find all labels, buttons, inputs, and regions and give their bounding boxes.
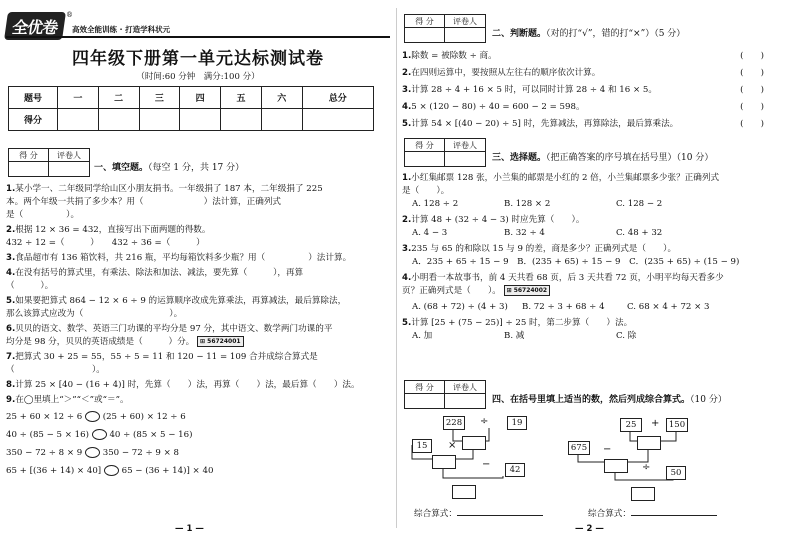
option-b[interactable]: B. 128 × 2 [504,199,551,209]
grader-label: 评卷人 [445,139,485,152]
section3-note: （把正确答案的序号填在括号里）（10 分） [546,153,714,163]
score-header-cell: 总分 [302,87,373,109]
minus-operator: − [482,459,491,470]
section2-note: （对的打“√”，错的打“×”）（5 分） [546,29,686,39]
question-text: 那么该算式应改为（ ）。 [6,309,183,319]
grader-score-label: 得 分 [405,15,445,28]
question-text: 除数 = 被除数 ÷ 商。 [411,51,497,61]
minus-operator: − [603,444,612,455]
question-text: （ ）。 [6,365,105,375]
answer-parens[interactable]: ( ) [740,85,764,95]
answer-parens[interactable]: ( ) [740,68,764,78]
question-text: 计算 48 + (32 ÷ 4 − 3) 时应先算（ ）。 [411,215,585,225]
question-number: 1. [6,184,16,194]
number-box-150: 150 [666,418,688,432]
option-b[interactable]: B. 32 ÷ 4 [504,228,545,238]
answer-parens[interactable]: ( ) [740,119,764,129]
blank-box[interactable] [432,455,456,469]
number-box-675: 675 [568,441,590,455]
number-box-25: 25 [620,418,642,432]
question-text: 如果要把算式 864 − 12 × 6 ÷ 9 的运算顺序改成先算乘法，再算减法，最后算除法， [15,296,347,306]
blank-box[interactable] [462,436,486,450]
question-code-tag: ⊞ 56724002 [504,285,551,296]
section1-title: 一、填空题。 [94,163,149,173]
number-box-19: 19 [507,416,527,430]
score-header-cell: 五 [221,87,262,109]
answer-parens[interactable]: ( ) [740,51,764,61]
question-number: 9. [6,395,16,405]
compare-right: 40 ÷ (85 × 5 − 16) [109,430,193,440]
formula-line-right [588,508,717,521]
formula-line-left [414,508,543,521]
blank-box[interactable] [604,459,628,473]
page-number-1: — 1 — [175,524,204,534]
question-text: （ ）。 [6,281,54,291]
question-text: 是（ ）。 [6,210,80,220]
question-text: 计算 [25 + (75 − 25)] ÷ 25 时，第二步算（ ）法。 [411,318,633,328]
question-text: 页？正确列式是（ ）。 [402,286,501,296]
grader-label: 评卷人 [445,381,485,394]
section2-title: 二、判断题。 [492,29,547,39]
question-code: 56724002 [513,287,548,294]
section3-title: 三、选择题。 [492,153,547,163]
question-number: 3. [402,85,412,95]
option-c[interactable]: C. 128 − 2 [616,199,663,209]
compare-left: 65 + [(36 + 14) × 40] [6,466,102,476]
option-c[interactable]: C. 68 × 4 + 72 × 3 [627,302,710,312]
question-code-tag: ⊞ 56724001 [197,336,244,347]
option-c[interactable]: C. 48 + 32 [616,228,663,238]
grader-score-label: 得 分 [9,149,49,162]
question-text: 计算 28 ÷ 4 + 16 × 5 时，可以同时计算 28 ÷ 4 和 16 × 5。 [411,85,657,95]
option-c[interactable]: C. 除 [616,331,637,341]
question-text: 食品超市有 136 箱饮料，共 216 瓶，平均每箱饮料多少瓶？用（ ）法计算。 [15,253,352,263]
question-code: 56724001 [207,338,241,345]
question-text: 根据 12 × 36 = 432，直接写出下面两题的得数。 [15,225,211,235]
grader-label: 评卷人 [49,149,89,162]
question-number: 2. [402,215,412,225]
blank-box[interactable] [631,487,655,501]
question-number: 5. [6,296,16,306]
formula-answer-line[interactable] [457,515,543,516]
question-text: 贝贝的语文、数学、英语三门功课的平均分是 97 分，其中语文、数学两门功课的平 [15,324,333,334]
question-number: 4. [6,268,16,278]
option-b[interactable]: B. 72 ÷ 3 + 68 ÷ 4 [522,302,605,312]
question-text: 均分是 98 分，贝贝的英语成绩是（ ）分。 [6,337,195,347]
question-number: 5. [402,119,412,129]
question-number: 4. [402,273,412,283]
number-box-228: 228 [443,416,465,430]
question-text: 在◯里填上“＞”“＜”或“＝”。 [15,395,129,405]
option-a[interactable]: A. 128 ÷ 2 [412,199,459,209]
compare-right: 65 − (36 + 14)] × 40 [121,466,214,476]
question-number: 1. [402,51,412,61]
page-title: 四年级下册第一单元达标测试卷 [72,49,324,69]
options-inline[interactable]: A．235 + 65 ÷ 15 − 9 B．(235 + 65) ÷ 15 − 9 C．(235 + 65) ÷ (15 − 9) [412,257,740,267]
question-text: 在四则运算中，要按照从左往右的顺序依次计算。 [411,68,601,78]
section1-note: （每空 1 分，共 17 分） [148,163,245,173]
compare-right: (25 + 60) × 12 ÷ 6 [102,412,186,422]
score-header-cell: 六 [261,87,302,109]
question-text: 把算式 30 + 25 = 55，55 ÷ 5 = 11 和 120 − 11 = 109 合并成综合算式是 [15,352,318,362]
question-number: 4. [402,102,412,112]
option-a[interactable]: A. (68 + 72) ÷ (4 + 3) [412,302,508,312]
question-text: 432 ÷ 12 =（ ） 432 ÷ 36 =（ ） [6,238,205,248]
number-box-50: 50 [666,466,686,480]
score-row-label: 得分 [9,109,58,131]
grader-score-label: 得 分 [405,139,445,152]
score-header-cell: 二 [98,87,139,109]
question-number: 3. [402,244,412,254]
exam-meta: （时间:60 分钟 满分:100 分） [136,72,260,82]
question-text: 235 与 65 的和除以 15 与 9 的差，商是多少？正确列式是（ ）。 [411,244,677,254]
section4-note: （10 分） [690,395,727,405]
blank-box[interactable] [452,485,476,499]
grader-score-label: 得 分 [405,381,445,394]
compare-left: 40 ÷ (85 − 5 × 16) [6,430,89,440]
option-a[interactable]: A. 加 [412,331,433,341]
score-header-cell: 一 [58,87,99,109]
question-text: 某小学一、二年级同学给山区小朋友捐书。一年级捐了 187 本，二年级捐了 225 [15,184,323,194]
number-box-42: 42 [505,463,525,477]
formula-answer-line[interactable] [631,515,717,516]
question-number: 7. [6,352,16,362]
brand-logo: 全优卷 [4,12,66,40]
brand-slogan: 高效全能训练 · 打造学科状元 [72,25,171,34]
answer-parens[interactable]: ( ) [740,102,764,112]
division-operator: ÷ [480,416,489,427]
compare-left: 350 − 72 ÷ 8 × 9 [6,448,83,458]
question-text: 本。两个年级一共捐了多少本？用（ ）法计算，正确列式 [6,197,282,207]
question-text: 计算 54 × [(40 − 20) ÷ 5] 时，先算减法，再算除法，最后算乘法。 [411,119,679,129]
question-number: 6. [6,324,16,334]
question-text: 5 × (120 − 80) ÷ 40 = 600 − 2 = 598。 [411,102,585,112]
plus-operator: + [651,418,660,429]
number-box-15: 15 [412,439,432,453]
page-number-2: — 2 — [575,524,604,534]
question-number: 5. [402,318,412,328]
compare-right: 350 − 72 ÷ 9 × 8 [102,448,179,458]
blank-box[interactable] [637,436,661,450]
score-header-cell: 四 [180,87,221,109]
question-number: 2. [402,68,412,78]
question-number: 8. [6,380,16,390]
question-text: 计算 25 × [40 − (16 + 4)] 时，先算（ ）法，再算（ ）法，最后算（ ）法。 [15,380,360,390]
option-a[interactable]: A. 4 − 3 [412,228,448,238]
question-text: 小红集邮票 128 张，小兰集的邮票是小红的 2 倍，小兰集邮票多少张？正确列式 [411,173,720,183]
division-operator: ÷ [642,462,651,473]
compare-left: 25 + 60 × 12 ÷ 6 [6,412,83,422]
score-header-cell: 三 [139,87,180,109]
question-number: 3. [6,253,16,263]
question-text: 是（ ）。 [402,186,450,196]
question-text: 在没有括号的算式里，有乘法、除法和加法、减法，要先算（ ），再算 [15,268,304,278]
option-b[interactable]: B. 减 [504,331,525,341]
formula-label: 综合算式： [588,509,631,519]
question-number: 1. [402,173,412,183]
score-header-cell: 题号 [9,87,58,109]
multiply-operator: × [448,440,457,451]
section4-title: 四、在括号里填上适当的数，然后列成综合算式。 [492,395,691,405]
grader-label: 评卷人 [445,15,485,28]
question-number: 2. [6,225,16,235]
formula-label: 综合算式： [414,509,457,519]
question-text: 小明看一本故事书，前 4 天共看 68 页，后 3 天共看 72 页，小明平均每天看多少 [411,273,724,283]
registered-mark: ® [66,11,73,19]
